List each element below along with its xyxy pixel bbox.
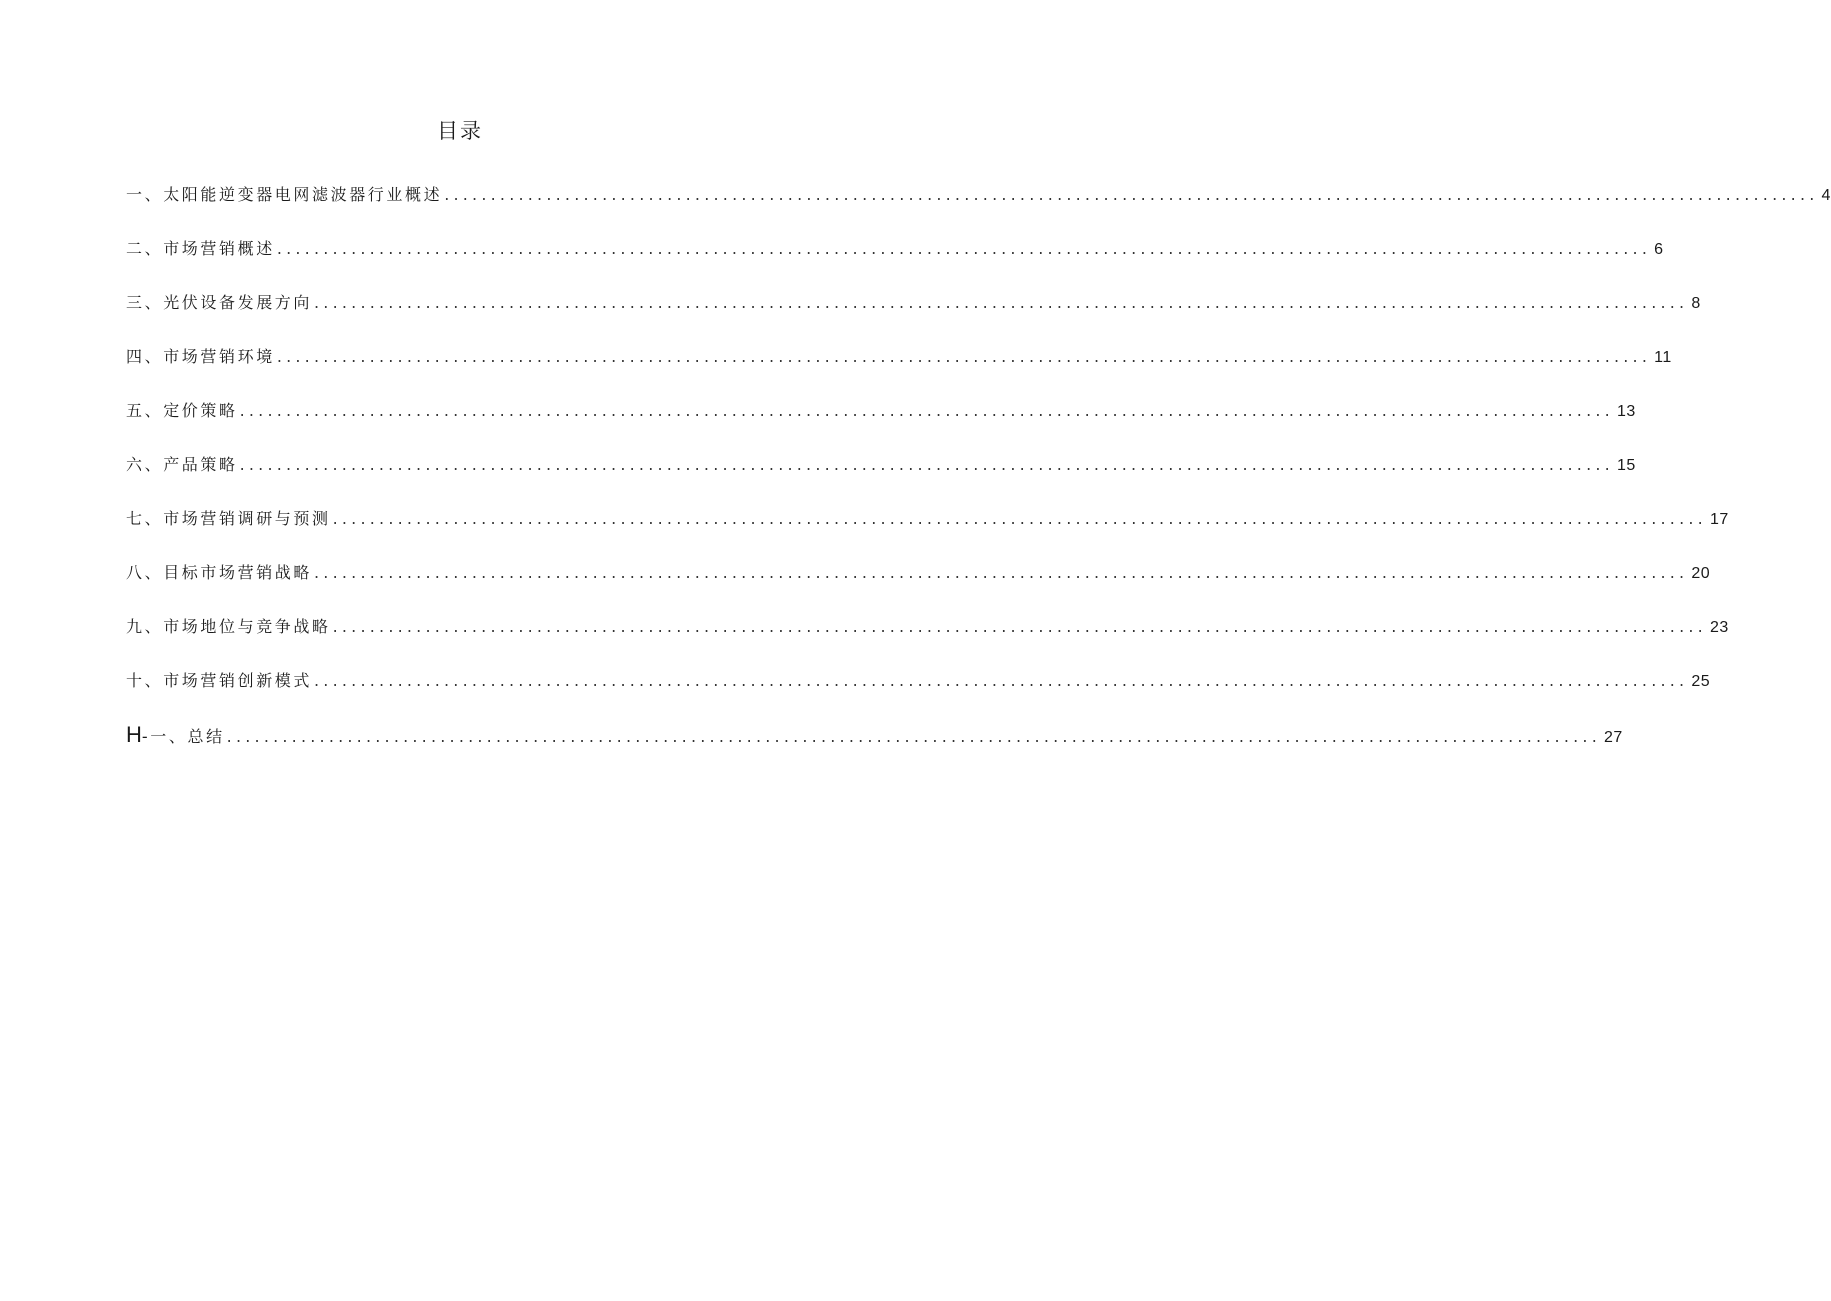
toc-dot-leader: .................................................................................................................................................... [332, 617, 1707, 636]
toc-dot-leader: .................................................................................................................................................... [239, 401, 1614, 420]
toc-page-number: 17 [1709, 511, 1729, 528]
toc-entry-text: 一、太阳能逆变器电网滤波器行业概述 [126, 185, 443, 204]
toc-dot-leader: .................................................................................................................................................... [226, 727, 1601, 746]
toc-entry-text: 二、市场营销概述 [126, 239, 275, 258]
toc-entry-9[interactable] [126, 612, 1729, 666]
toc-entry-8[interactable] [126, 558, 1711, 612]
toc-entry-4[interactable] [126, 342, 1672, 396]
toc-dot-leader: .................................................................................................................................................... [444, 185, 1819, 204]
toc-dot-leader: .................................................................................................................................................... [314, 293, 1689, 312]
toc-entry-text: 七、市场营销调研与预测 [126, 509, 331, 528]
toc-entry-text: 八、目标市场营销战略 [126, 563, 313, 582]
toc-entry-1[interactable] [126, 180, 1831, 234]
toc-entry-text-group [126, 720, 225, 752]
toc-page-number: 8 [1691, 295, 1701, 312]
toc-page-number: 25 [1691, 673, 1711, 690]
toc-entry-text: 三、光伏设备发展方向 [126, 293, 313, 312]
toc-entry-3[interactable] [126, 288, 1701, 342]
toc-title: 目录 [437, 119, 483, 143]
table-of-contents [126, 180, 1831, 774]
toc-page-number: 20 [1691, 565, 1711, 582]
toc-page-number: 4 [1821, 187, 1831, 204]
toc-page-number: 15 [1616, 457, 1636, 474]
toc-entry-11[interactable] [126, 720, 1623, 774]
toc-dot-leader: .................................................................................................................................................... [332, 509, 1707, 528]
toc-dot-leader: .................................................................................................................................................... [314, 563, 1689, 582]
toc-entry-text: -一、总结 [141, 727, 225, 746]
toc-entry-text: 四、市场营销环境 [126, 347, 275, 366]
toc-entry-2[interactable] [126, 234, 1664, 288]
toc-entry-prefix: H [126, 722, 142, 747]
toc-page-number: 11 [1654, 349, 1672, 366]
toc-page-number: 6 [1654, 241, 1664, 258]
toc-entry-10[interactable] [126, 666, 1711, 720]
toc-entry-5[interactable] [126, 396, 1636, 450]
toc-page-number: 23 [1709, 619, 1729, 636]
toc-page-number: 13 [1616, 403, 1636, 420]
toc-dot-leader: .................................................................................................................................................... [276, 239, 1652, 258]
toc-entry-text: 九、市场地位与竞争战略 [126, 617, 331, 636]
toc-entry-7[interactable] [126, 504, 1729, 558]
toc-entry-text: 十、市场营销创新模式 [126, 671, 313, 690]
toc-entry-6[interactable] [126, 450, 1636, 504]
toc-dot-leader: .................................................................................................................................................... [239, 455, 1614, 474]
toc-page-number: 27 [1604, 729, 1623, 746]
toc-dot-leader: .................................................................................................................................................... [314, 671, 1689, 690]
toc-dot-leader: .................................................................................................................................................... [276, 347, 1652, 366]
toc-entry-text: 五、定价策略 [126, 401, 238, 420]
toc-entry-text: 六、产品策略 [126, 455, 238, 474]
